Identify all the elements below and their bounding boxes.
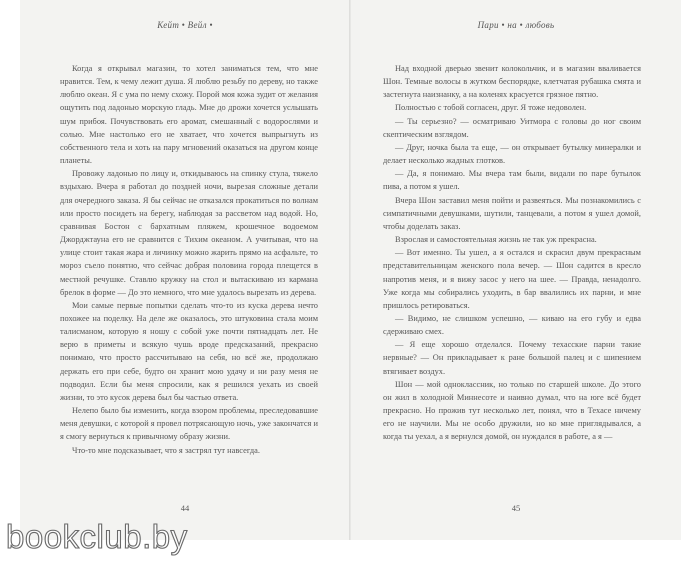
paragraph: — Друг, ночка была та еще, — он открывает бутылку минералки и делает несколько жадных глотков. <box>383 142 641 166</box>
paragraph: Провожу ладонью по лицу и, откидываюсь на спинку стула, тяжело вздыхаю. Вчера я работал до поздней ночи, вырезая сложные детали для очередного заказа. Я бы сейчас не отказался прокатиться по волнам или просто посидеть на берегу, наблюдая за рассветом над водой. Но, сравнивая Бостон с бархатным пляжем, крошечное водоемом Джорджтауна его не сравнится с Тихим океаном. А учитывая, что на улице стоит такая жара и личинку можно жарить прямо на асфальте, то мороз съело понятно, что сейчас добрая половина города плещется в местной речушке. Ставлю кружку на стол и вытаскиваю из кармана брелок в форме — До это немного, что мне удалось вырезать из дерева. <box>60 169 318 297</box>
paragraph: Вчера Шон заставил меня пойти и развеяться. Мы познакомились с симпатичными девушками, шутили, танцевали, а потом я ушел домой, чтобы доделать заказ. <box>383 195 641 231</box>
left-page-body <box>60 62 318 457</box>
right-page-body <box>383 62 641 444</box>
paragraph: Шон — мой одноклассник, но только по старшей школе. До этого он жил в холодной Миннесоте и наивно думал, что на юге всё будет прекрасно. Но прожив тут несколько лет, понял, что в Техасе ничему его не научили. Мы не особо дружили, но ко мне приглядывался, а когда ты уехал, а я вернулся домой, он нуждался в работе, а я — <box>383 379 641 442</box>
page-number-right: 45 <box>511 503 521 513</box>
paragraph: Полностью с тобой согласен, друг. Я тоже недоволен. <box>395 103 587 113</box>
running-head-title: Пари • на • любовь <box>477 20 555 30</box>
right-page <box>351 0 681 540</box>
paragraph: — Видимо, не слишком успешно, — киваю на его губу и едва сдерживаю смех. <box>383 313 641 337</box>
paragraph: Мои самые первые попытки сделать что-то из куска дерева нечто похожее на поделку. На деле же оказалось, это штуковина стала моим талисманом, которую я ношу с собой уже почти пятнадцать лет. Не верю в приметы и всякую чушь вроде предсказаний, прекрасно понимаю, что просто рассчитываю на себя, но всё же, продолжаю держать его при себе, будто он хранит мою удачу и ни разу меня не подводил. Если бы меня спросили, как я решился уехать из своей жизни, то это кусок дерева был бы частью ответа. <box>60 300 318 402</box>
page-number-left: 44 <box>180 503 190 513</box>
watermark: bookclub.by <box>6 518 188 555</box>
paragraph: Нелепо было бы изменить, когда взором проблемы, преследовавшие меня девушки, с которой я провел потрясающую ночь, уже закончатся и я смогу вернуться к привычному образу жизни. <box>60 406 318 442</box>
paragraph: — Я еще хорошо отделался. Почему техасские парни такие нервные? — Он прикладывает к ране большой палец и с шипением втягивает воздух. <box>383 340 641 376</box>
paragraph: — Ты серьезно? — осматриваю Уитмора с головы до ног своим скептическим взглядом. <box>383 116 641 139</box>
paragraph: Когда я открывал магазин, то хотел заниматься тем, что мне нравится. Тем, к чему лежит душа. Я люблю резьбу по дереву, но также люблю океан. Я с ума по нему схожу. Порой моя кожа зудит от желания ощутить под ладонью морскую гладь. Мне до дрожи хочется услышать шум прибоя. Почувствовать его аромат, смешанный с водорослями и солью. Мне настолько его не хватает, что хочется выпрыгнуть из собственного тела и хоть на пару мгновений оказаться на другом конце планеты. <box>60 64 318 166</box>
paragraph: — Да, я понимаю. Мы вчера там были, видали по паре бутылок пива, а потом я ушел. <box>383 169 641 192</box>
paragraph: Что-то мне подсказывает, что я застрял тут навсегда. <box>72 445 260 455</box>
paragraph: Над входной дверью звенит колокольчик, и в магазин вваливается Шон. Темные волосы в жутком беспорядке, клетчатая рубашка смята и застегнута наизнанку, а на коленях красуется грязное пятно. <box>383 64 641 100</box>
paragraph: — Вот именно. Ты ушел, а я остался и скрасил двум прекрасным представительницам женского пола вечер. — Шон садится в кресло напротив меня, и я вижу засос у него на шее. — Правда, ненадолго. Уже когда мы собирались уходить, в бар ввалились их парни, и мне пришлось ретироваться. <box>383 248 641 310</box>
paragraph: Взрослая и самостоятельная жизнь не так уж прекрасна. <box>395 235 597 245</box>
running-head-author: Кейт • Вейл • <box>157 20 213 30</box>
left-page <box>20 0 350 540</box>
